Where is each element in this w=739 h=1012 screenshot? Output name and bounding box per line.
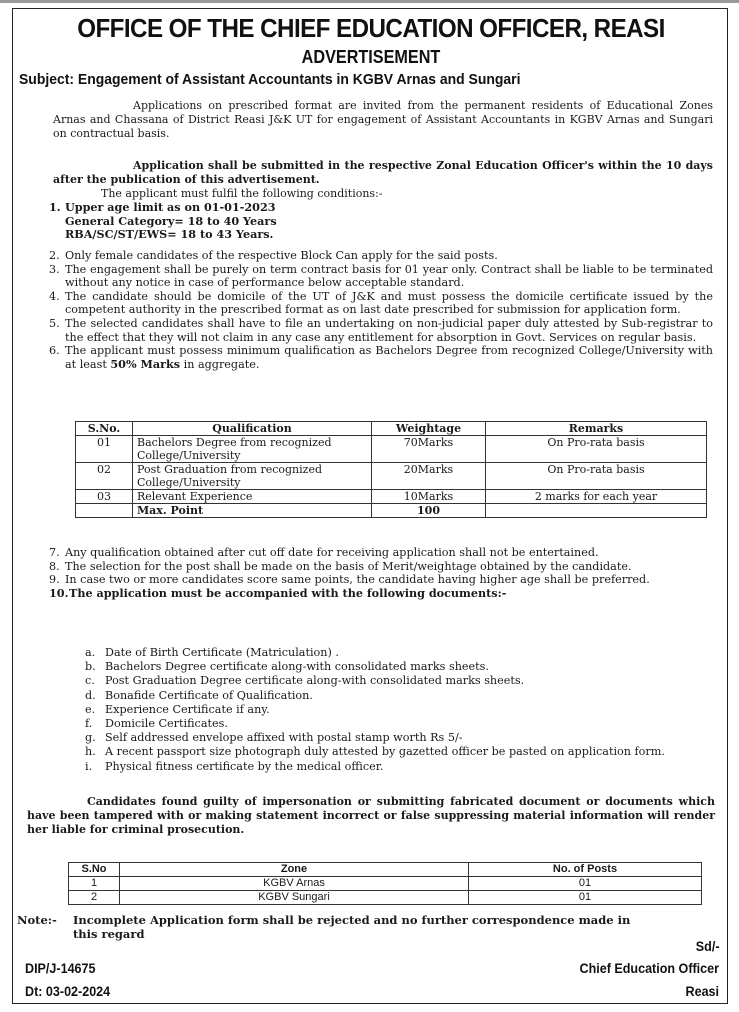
condition-number: 10. <box>49 585 69 600</box>
condition-text: The candidate should be domicile of the UT of J&K and must possess the domicile certificate issued by the competent authority in the prescribed format as on last date prescribed for submission for application form. <box>65 289 713 317</box>
cell-empty <box>486 504 707 518</box>
column-header: S.No <box>69 863 120 877</box>
condition-text: The selected candidates shall have to file an undertaking on non-judicial paper duly attested by Sub-registrar to the effect that they will not claim in any case any entitlement for absorption in Govt. Services on regular basis. <box>65 316 713 344</box>
designation: Chief Education Officer <box>579 961 719 976</box>
condition-text: Only female candidates of the respective Block Can apply for the said posts. <box>65 249 498 262</box>
cell-qualification: Post Graduation from recognized College/University <box>133 463 372 490</box>
table-row <box>76 463 707 490</box>
item-letter: e. <box>85 702 96 716</box>
cell-weightage: 70Marks <box>372 436 486 463</box>
document-item <box>85 674 705 688</box>
document-item <box>85 646 705 660</box>
cell-zone: KGBV Sungari <box>120 891 469 905</box>
conditions-lead: The applicant must fulfil the following conditions:- <box>101 187 383 200</box>
posts-table <box>68 862 702 905</box>
condition-number: 9. <box>49 573 60 587</box>
table-row <box>69 877 702 891</box>
cell-remarks: On Pro-rata basis <box>486 436 707 463</box>
document-item <box>85 731 705 745</box>
conditions-2-to-6 <box>49 249 713 371</box>
item-letter: b. <box>85 660 96 674</box>
condition-4 <box>49 290 713 317</box>
condition-text: Any qualification obtained after cut off date for receiving application shall not be entertained. <box>65 546 599 559</box>
cell-sno: 2 <box>69 891 120 905</box>
condition-3 <box>49 263 713 290</box>
cell-sno: 1 <box>69 877 120 891</box>
column-header: Zone <box>120 863 469 877</box>
cell-empty <box>76 504 133 518</box>
cell-remarks: On Pro-rata basis <box>486 463 707 490</box>
cell-posts: 01 <box>469 877 702 891</box>
column-header: S.No. <box>76 422 133 436</box>
item-letter: c. <box>85 674 95 688</box>
condition-8 <box>49 560 713 574</box>
cell-posts: 01 <box>469 891 702 905</box>
place: Reasi <box>685 984 719 999</box>
item-letter: g. <box>85 731 96 745</box>
note-block <box>17 913 697 941</box>
condition-5 <box>49 317 713 344</box>
table-total-row <box>76 504 707 518</box>
note-label: Note:- <box>17 913 57 927</box>
document-item <box>85 660 705 674</box>
condition-number: 5. <box>49 316 60 330</box>
impersonation-warning: Candidates found guilty of impersonation or submitting fabricated document or documents which have been tampered with or making statement incorrect or false suppressing material information will render her liable for criminal prosecution. <box>27 795 715 836</box>
condition-number: 4. <box>49 289 60 303</box>
intro-paragraph: Applications on prescribed format are invited from the permanent residents of Educational Zones Arnas and Chassana of District Reasi J&K UT for engagement of Assistant Accountants in KGBV Arnas and Sungari on contractual basis. <box>53 99 713 140</box>
condition-9 <box>49 573 713 587</box>
item-letter: i. <box>85 759 93 773</box>
subject-line: Subject: Engagement of Assistant Accountants in KGBV Arnas and Sungari <box>19 71 521 88</box>
item-text: Date of Birth Certificate (Matriculation) . <box>105 646 339 659</box>
reference-number: DIP/J-14675 <box>25 961 96 976</box>
item-text: Physical fitness certificate by the medical officer. <box>105 759 384 773</box>
condition-number: 8. <box>49 559 60 573</box>
table-header-row <box>76 422 707 436</box>
cell-remarks: 2 marks for each year <box>486 490 707 504</box>
condition-text-end: in aggregate. <box>180 357 260 371</box>
documents-list <box>85 646 705 774</box>
condition-text: The engagement shall be purely on term contract basis for 01 year only. Contract shall be liable to be terminated without any notice in case of performance below acceptable standard. <box>65 262 713 290</box>
condition-text: The selection for the post shall be made on the basis of Merit/weightage obtained by the candidate. <box>65 559 632 573</box>
table-row <box>69 891 702 905</box>
cell-qualification: Bachelors Degree from recognized College/University <box>133 436 372 463</box>
document-item <box>85 745 705 759</box>
condition-number: 3. <box>49 262 60 276</box>
condition-7 <box>49 546 713 560</box>
table-row <box>76 490 707 504</box>
cell-sno: 01 <box>76 436 133 463</box>
condition-number: 2. <box>49 249 60 262</box>
publication-date: Dt: 03-02-2024 <box>25 984 111 999</box>
item-text: Self addressed envelope affixed with postal stamp worth Rs 5/- <box>105 731 463 745</box>
condition-number: 6. <box>49 344 60 358</box>
table-header-row <box>69 863 702 877</box>
column-header: Remarks <box>486 422 707 436</box>
office-title: OFFICE OF THE CHIEF EDUCATION OFFICER, REASI <box>77 13 665 43</box>
condition-text: In case two or more candidates score same points, the candidate having higher age shall be preferred. <box>65 573 650 587</box>
column-header: Qualification <box>133 422 372 436</box>
column-header: Weightage <box>372 422 486 436</box>
document-item <box>85 703 705 717</box>
general-category-line: General Category= 18 to 40 Years <box>65 213 277 228</box>
item-text: Bachelors Degree certificate along-with consolidated marks sheets. <box>105 660 489 674</box>
item-letter: a. <box>85 646 96 659</box>
condition-1 <box>49 201 713 242</box>
condition-6 <box>49 344 713 371</box>
age-limit-line: Upper age limit as on 01-01-2023 <box>65 200 276 214</box>
condition-2 <box>49 249 713 263</box>
cell-zone: KGBV Arnas <box>120 877 469 891</box>
max-point-value: 100 <box>372 504 486 518</box>
condition-number: 7. <box>49 546 60 559</box>
note-text: Incomplete Application form shall be rejected and no further correspondence made in this regard <box>73 913 631 941</box>
item-text: Post Graduation Degree certificate along-with consolidated marks sheets. <box>105 674 525 688</box>
item-text: Domicile Certificates. <box>105 717 228 731</box>
max-point-label: Max. Point <box>133 504 372 518</box>
min-marks: 50% Marks <box>110 356 181 371</box>
item-text: Experience Certificate if any. <box>105 702 270 716</box>
conditions-7-to-10 <box>49 546 713 600</box>
item-text: Bonafide Certificate of Qualification. <box>105 688 313 702</box>
signature: Sd/- <box>695 939 719 954</box>
cell-weightage: 20Marks <box>372 463 486 490</box>
item-letter: d. <box>85 688 96 702</box>
item-letter: h. <box>85 745 96 759</box>
document-item <box>85 689 705 703</box>
submission-paragraph: Application shall be submitted in the respective Zonal Education Officer's within the 10 days after the publication of this advertisement. <box>53 159 713 186</box>
table-row <box>76 436 707 463</box>
document-item <box>85 760 705 774</box>
column-header: No. of Posts <box>469 863 702 877</box>
cell-sno: 03 <box>76 490 133 504</box>
cell-sno: 02 <box>76 463 133 490</box>
cell-weightage: 10Marks <box>372 490 486 504</box>
condition-text: The applicant must possess minimum qualification as Bachelors Degree from recognized College/University with at least <box>65 344 713 371</box>
item-text: A recent passport size photograph duly attested by gazetted officer be pasted on application form. <box>105 745 665 759</box>
condition-text: The application must be accompanied with the following documents:- <box>69 585 507 600</box>
reserved-category-line: RBA/SC/ST/EWS= 18 to 43 Years. <box>65 227 274 242</box>
condition-number: 1. <box>49 200 61 214</box>
document-type-heading: ADVERTISEMENT <box>301 47 441 67</box>
top-rule <box>0 0 739 3</box>
weightage-table <box>75 421 707 518</box>
document-item <box>85 717 705 731</box>
advertisement-frame <box>12 8 728 1004</box>
item-letter: f. <box>85 717 93 731</box>
condition-10 <box>49 587 713 601</box>
cell-qualification: Relevant Experience <box>133 490 372 504</box>
